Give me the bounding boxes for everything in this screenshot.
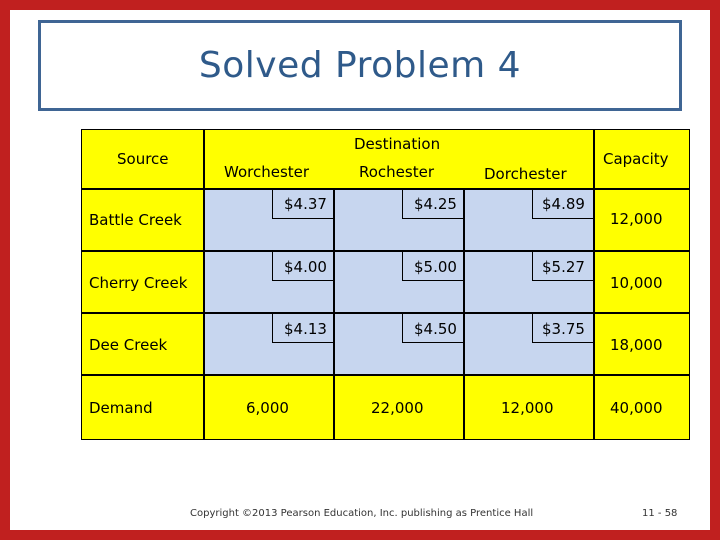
destination-dorchester: Dorchester (484, 165, 567, 183)
slide (10, 10, 710, 530)
slide-title: Solved Problem 4 (198, 45, 522, 86)
page-number: 11 - 58 (642, 508, 678, 519)
cost-battle-rochester: $4.25 (414, 195, 457, 213)
copyright-text: Copyright ©2013 Pearson Education, Inc. publishing as Prentice Hall (190, 508, 534, 519)
demand-dorchester: 12,000 (501, 399, 554, 417)
title-box (38, 20, 682, 111)
capacity-battle-creek: 12,000 (610, 210, 663, 228)
demand-rochester: 22,000 (371, 399, 424, 417)
destination-worchester: Worchester (224, 163, 310, 181)
total-capacity: 40,000 (610, 399, 663, 417)
destination-rochester: Rochester (359, 163, 434, 181)
cost-dee-dorchester: $3.75 (542, 320, 585, 338)
cost-dee-worchester: $4.13 (284, 320, 327, 338)
cost-cherry-dorchester: $5.27 (542, 258, 585, 276)
cost-cherry-rochester: $5.00 (414, 258, 457, 276)
source-cherry-creek: Cherry Creek (89, 274, 188, 292)
source-dee-creek: Dee Creek (89, 336, 168, 354)
demand-label: Demand (89, 399, 153, 417)
cost-battle-dorchester: $4.89 (542, 195, 585, 213)
capacity-dee-creek: 18,000 (610, 336, 663, 354)
cost-battle-worchester: $4.37 (284, 195, 327, 213)
source-header: Source (117, 150, 169, 168)
destination-header: Destination (354, 135, 441, 153)
cost-dee-rochester: $4.50 (414, 320, 457, 338)
capacity-header: Capacity (603, 150, 669, 168)
source-battle-creek: Battle Creek (89, 211, 182, 229)
demand-worchester: 6,000 (246, 399, 289, 417)
cost-cherry-worchester: $4.00 (284, 258, 327, 276)
capacity-cherry-creek: 10,000 (610, 274, 663, 292)
